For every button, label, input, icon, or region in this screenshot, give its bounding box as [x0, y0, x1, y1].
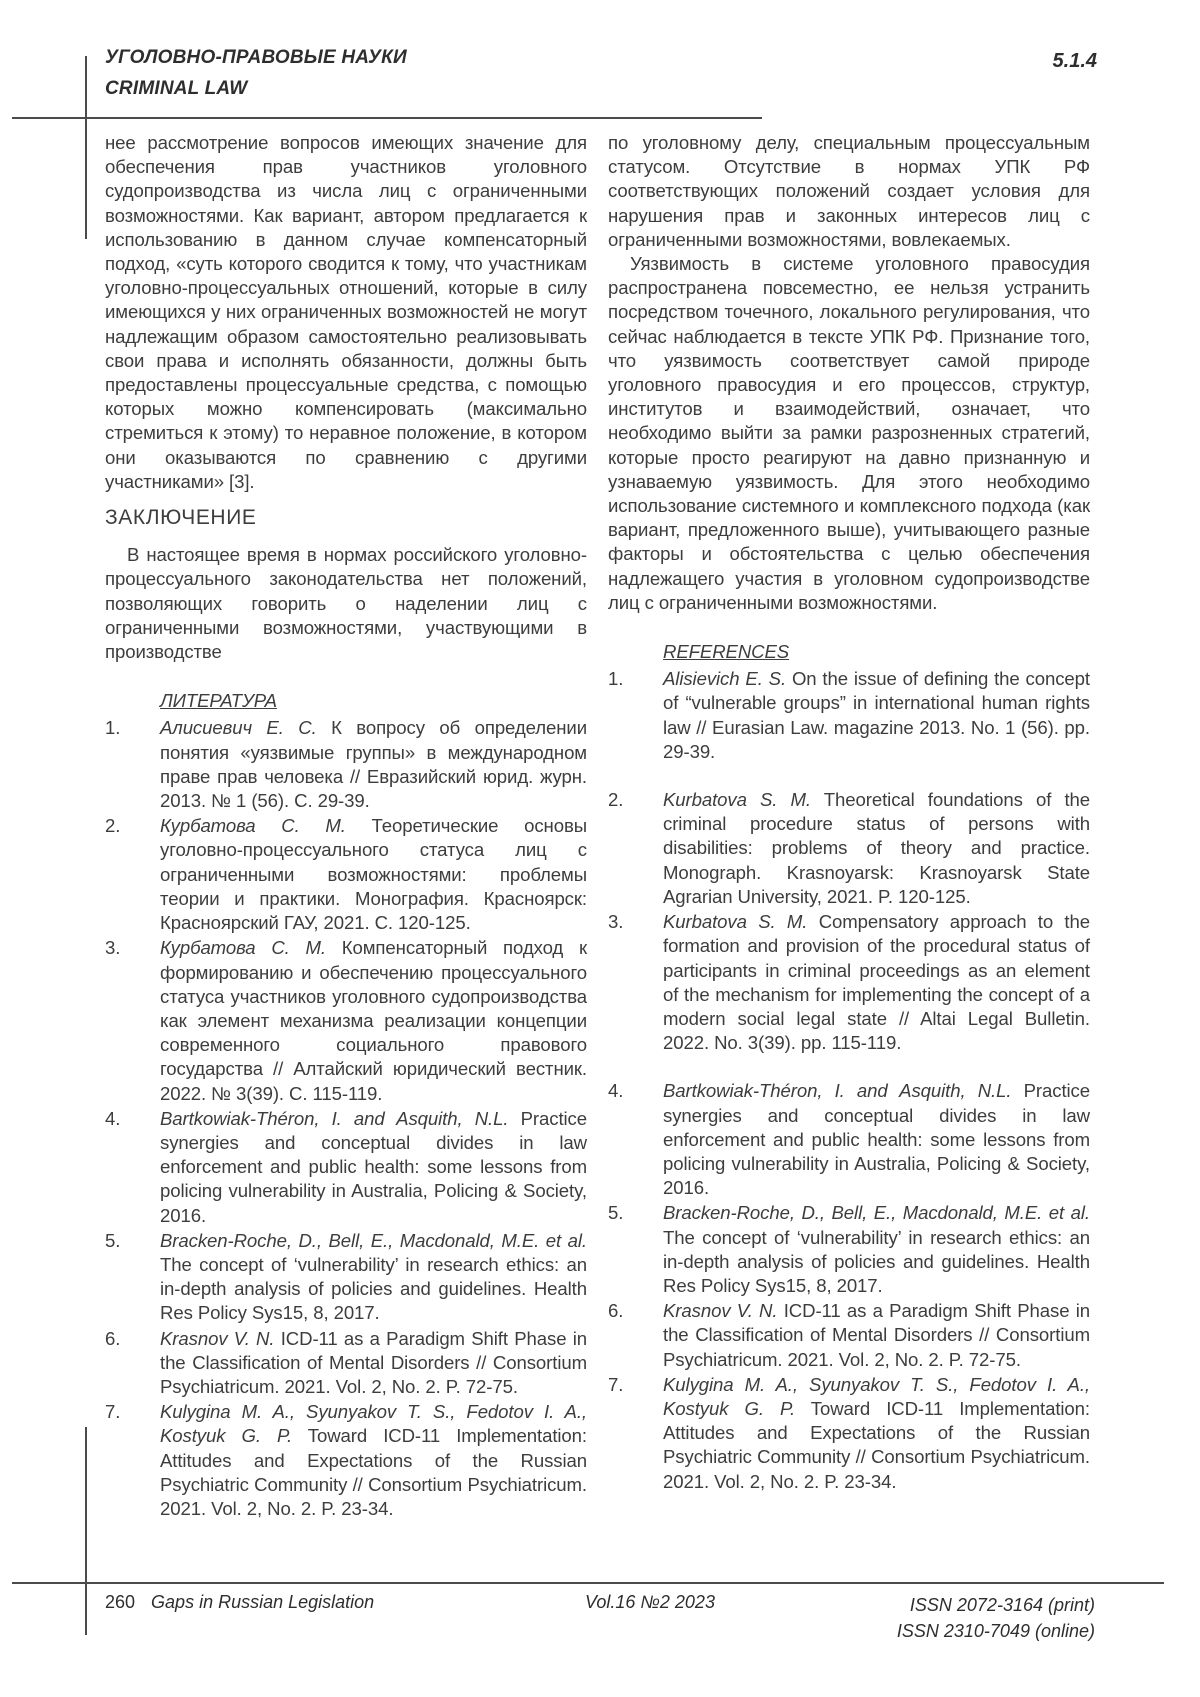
- reference-number: 7.: [608, 1373, 624, 1395]
- reference-number: 4.: [105, 1107, 121, 1129]
- journal-title: Gaps in Russian Legislation: [151, 1592, 375, 1612]
- reference-item: [105, 1400, 587, 1521]
- reference-authors: Bracken-Roche, D., Bell, E., Macdonald, M.E. et al.: [663, 1202, 1090, 1224]
- volume-info: Vol.16 №2 2023: [585, 1592, 715, 1612]
- reference-body: Practice synergies and conceptual divides in law enforcement and public health: some lessons from policing vulnerability in Australia, Policing & Society, 2016.: [160, 1107, 587, 1226]
- reference-text: [663, 667, 1090, 764]
- issn-online: ISSN 2310-7049 (online): [896, 1621, 1095, 1641]
- reference-item: [105, 1229, 587, 1326]
- reference-item: [105, 1327, 587, 1400]
- reference-body: Компенсаторный подход к формированию и обеспечению процессуального статуса участников уголовного судопроизводства как элемент механизма реализации концепции современного социального правового государства // Алтайский юридический вестник. 2022. № 3(39). С. 115-119.: [160, 937, 587, 1104]
- right-column: [608, 131, 1090, 1495]
- left-column: [105, 131, 587, 1522]
- footer-rule: [12, 1582, 1164, 1584]
- left-margin-rule-top: [85, 56, 87, 239]
- section-code: 5.1.4: [1052, 50, 1097, 72]
- page-header: [105, 42, 407, 104]
- section-title-en: CRIMINAL LAW: [105, 78, 248, 99]
- reference-authors: Курбатова С. М.: [160, 937, 326, 959]
- literature-heading: ЛИТЕРАТУРА: [160, 690, 277, 712]
- reference-authors: Kurbatova S. M.: [663, 911, 808, 933]
- reference-text: [663, 1079, 1090, 1200]
- reference-text: [663, 788, 1090, 909]
- reference-authors: Kulygina M. A., Syunyakov T. S., Fedotov I. A., Kostyuk G. P.: [160, 1401, 587, 1447]
- reference-body: Theoretical foundations of the criminal procedure status of persons with disabilities: problems of theory and practice. Monograph. Krasnoyarsk: Krasnoyarsk State Agrarian University, 2021. P. 120-125.: [663, 789, 1090, 907]
- body-paragraph: В настоящее время в нормах российского уголовно-процессуального законодательства нет положений, позволяющих говорить о наделении лиц с ограниченными возможностями, участвующими в производстве: [105, 544, 587, 663]
- reference-number: 3.: [105, 937, 121, 959]
- reference-body: The concept of ‘vulnerability’ in research ethics: an in-depth analysis of policies and guidelines. Health Res Policy Sys15, 8, 2017.: [663, 1226, 1090, 1296]
- footer-left: [105, 1592, 374, 1613]
- reference-text: [663, 910, 1090, 1055]
- reference-authors: Kulygina M. A., Syunyakov T. S., Fedotov I. A., Kostyuk G. P.: [663, 1373, 1090, 1419]
- reference-number: 1.: [105, 717, 121, 739]
- reference-text: [160, 936, 587, 1105]
- reference-authors: Krasnov V. N.: [160, 1327, 275, 1349]
- reference-item: [105, 1107, 587, 1228]
- reference-number: 7.: [105, 1401, 121, 1423]
- issn-print: ISSN 2072-3164 (print): [909, 1595, 1095, 1615]
- reference-text: [160, 814, 587, 935]
- reference-text: [160, 1229, 587, 1326]
- reference-number: 1.: [608, 668, 624, 690]
- reference-item: [105, 936, 587, 1105]
- references-list: [608, 667, 1090, 1494]
- reference-number: 6.: [105, 1327, 121, 1349]
- reference-item: [608, 1299, 1090, 1372]
- left-margin-rule-bottom: [85, 1427, 87, 1635]
- reference-authors: Bartkowiak-Théron, I. and Asquith, N.L.: [160, 1107, 509, 1129]
- reference-body: The concept of ‘vulnerability’ in research ethics: an in-depth analysis of policies and guidelines. Health Res Policy Sys15, 8, 2017.: [160, 1253, 587, 1324]
- reference-body: Toward ICD-11 Implementation: Attitudes and Expectations of the Russian Psychiatric Community // Consortium Psychiatricum. 2021. Vol. 2, No. 2. P. 23-34.: [663, 1397, 1090, 1492]
- references-heading: REFERENCES: [663, 641, 790, 663]
- reference-authors: Kurbatova S. M.: [663, 789, 811, 811]
- conclusion-heading: ЗАКЛЮЧЕНИЕ: [105, 506, 257, 530]
- reference-number: 5.: [105, 1229, 121, 1251]
- reference-authors: Krasnov V. N.: [663, 1300, 778, 1322]
- reference-item: [608, 667, 1090, 764]
- reference-number: 6.: [608, 1300, 624, 1322]
- reference-item: [105, 814, 587, 935]
- footer-issn: [897, 1592, 1095, 1644]
- reference-text: [160, 1327, 587, 1400]
- reference-authors: Курбатова С. М.: [160, 815, 346, 837]
- reference-text: [160, 1107, 587, 1228]
- reference-text: [663, 1373, 1090, 1494]
- reference-number: 5.: [608, 1202, 624, 1224]
- reference-authors: Алисиевич Е. С.: [160, 717, 317, 739]
- reference-number: 3.: [608, 911, 624, 933]
- reference-text: [160, 716, 587, 813]
- reference-body: К вопросу об определении понятия «уязвимые группы» в международном праве прав человека // Евразийский юрид. журн. 2013. № 1 (56). С. 29-39.: [160, 717, 587, 812]
- reference-text: [663, 1299, 1090, 1372]
- reference-item: [608, 1373, 1090, 1494]
- reference-body: ICD-11 as a Paradigm Shift Phase in the Classification of Mental Disorders // Consortium Psychiatricum. 2021. Vol. 2, No. 2. P. 72-75.: [160, 1327, 587, 1397]
- reference-item: [608, 910, 1090, 1055]
- reference-text: [160, 1400, 587, 1521]
- literature-list: [105, 716, 587, 1521]
- body-paragraph: нее рассмотрение вопросов имеющих значение для обеспечения прав участников уголовного судопроизводства из числа лиц с ограниченными возможностями. Как вариант, автором предлагается к использованию в данном случае компенсаторный подход, «суть которого сводится к тому, что участникам уголовно-процессуальных отношений, которые в силу имеющихся у них ограниченных возможностей не могут надлежащим образом самостоятельно реализовывать свои права и исполнять обязанности, должны быть предоставлены процессуальные средства, с помощью которых можно компенсировать (максимально стремиться к этому) то неравное положение, в котором они оказываются по сравнению с другими участниками» [3].: [105, 132, 587, 492]
- reference-body: Toward ICD-11 Implementation: Attitudes and Expectations of the Russian Psychiatric Community // Consortium Psychiatricum. 2021. Vol. 2, No. 2. P. 23-34.: [160, 1425, 587, 1519]
- reference-item: [608, 788, 1090, 909]
- reference-authors: Bartkowiak-Théron, I. and Asquith, N.L.: [663, 1080, 1012, 1102]
- reference-body: Practice synergies and conceptual divides in law enforcement and public health: some lessons from policing vulnerability in Australia, Policing & Society, 2016.: [663, 1080, 1090, 1199]
- body-paragraph: Уязвимость в системе уголовного правосудия распространена повсеместно, ее нельзя устранить посредством точечного, локального регулирования, что сейчас наблюдается в тексте УПК РФ. Признание того, что уязвимость соответствует самой природе уголовного правосудия и его процессов, структур, институтов и взаимодействий, означает, что необходимо выйти за рамки разрозненных стратегий, которые просто реагируют на давно признанную и узнаваемую уязвимость. Для этого необходимо использование системного и комплексного подхода (как вариант, предложенного выше), учитывающего разные факторы и обстоятельства с целью обеспечения надлежащего участия в уголовном судопроизводстве лиц с ограниченными возможностями.: [608, 253, 1090, 613]
- reference-number: 4.: [608, 1080, 624, 1102]
- header-rule: [12, 117, 762, 119]
- page-number: 260: [105, 1592, 136, 1612]
- reference-body: ICD-11 as a Paradigm Shift Phase in the Classification of Mental Disorders // Consortium Psychiatricum. 2021. Vol. 2, No. 2. P. 72-75.: [663, 1300, 1090, 1370]
- reference-item: [105, 716, 587, 813]
- section-title-ru: УГОЛОВНО-ПРАВОВЫЕ НАУКИ: [105, 47, 407, 68]
- body-paragraph: по уголовному делу, специальным процессуальным статусом. Отсутствие в нормах УПК РФ соответствующих положений создает условия для нарушения прав и законных интересов лиц с ограниченными возможностями, вовлекаемых.: [608, 132, 1090, 250]
- reference-item: [608, 1079, 1090, 1200]
- reference-number: 2.: [608, 789, 624, 811]
- reference-number: 2.: [105, 815, 121, 837]
- reference-body: Compensatory approach to the formation and provision of the procedural status of participants in criminal proceedings as an element of the mechanism for implementing the concept of a modern social legal state // Altai Legal Bulletin. 2022. No. 3(39). pp. 115-119.: [663, 911, 1090, 1054]
- reference-body: Теоретические основы уголовно-процессуального статуса лиц с ограниченными возможностями: проблемы теории и практики. Монография. Красноярск: Красноярский ГАУ, 2021. С. 120-125.: [160, 815, 587, 934]
- reference-body: On the issue of defining the concept of “vulnerable groups” in international human rights law // Eurasian Law. magazine 2013. No. 1 (56). pp. 29-39.: [663, 668, 1090, 762]
- reference-authors: Alisievich E. S.: [663, 668, 787, 690]
- reference-authors: Bracken-Roche, D., Bell, E., Macdonald, M.E. et al.: [160, 1229, 587, 1251]
- reference-item: [608, 1201, 1090, 1298]
- reference-text: [663, 1201, 1090, 1298]
